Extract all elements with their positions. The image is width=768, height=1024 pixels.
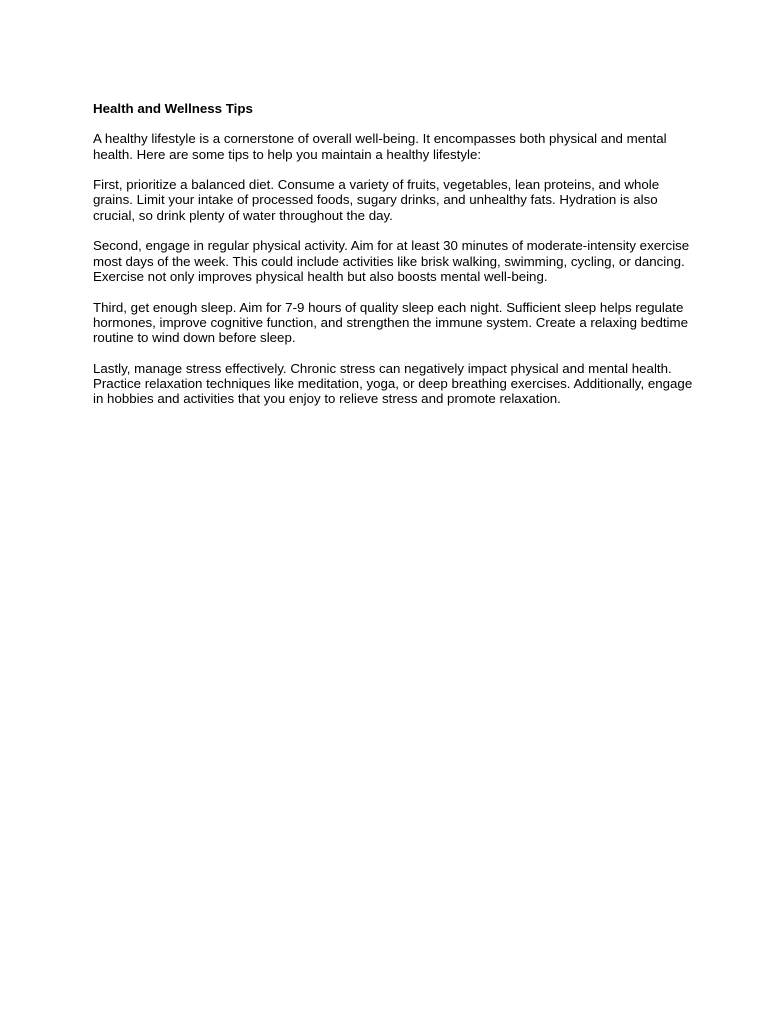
paragraph-activity: Second, engage in regular physical activity. Aim for at least 30 minutes of moderate-intensity exercise most days of the week. This could include activities like brisk walking, swimming, cycling, or dancing. Exercise not only improves physical health but also boosts mental well-being.	[93, 238, 690, 284]
document-body	[93, 101, 693, 422]
paragraph-stress: Lastly, manage stress effectively. Chronic stress can negatively impact physical and mental health. Practice relaxation techniques like meditation, yoga, or deep breathing exercises. Additionally, engage in hobbies and activities that you enjoy to relieve stress and promote relaxation.	[93, 360, 693, 407]
paragraph-diet: First, prioritize a balanced diet. Consume a variety of fruits, vegetables, lean proteins, and whole grains. Limit your intake of processed foods, sugary drinks, and unhealthy fats. Hydration is also crucial, so drink plenty of water throughout the day.	[93, 177, 660, 223]
paragraph-intro: A healthy lifestyle is a cornerstone of overall well-being. It encompasses both physical and mental health. Here are some tips to help you maintain a healthy lifestyle:	[93, 131, 667, 162]
paragraph-sleep: Third, get enough sleep. Aim for 7-9 hours of quality sleep each night. Sufficient sleep helps regulate hormones, improve cognitive function, and strengthen the immune system. Create a relaxing bedtime routine to wind down before sleep.	[93, 299, 688, 346]
document-title: Health and Wellness Tips	[93, 101, 253, 116]
